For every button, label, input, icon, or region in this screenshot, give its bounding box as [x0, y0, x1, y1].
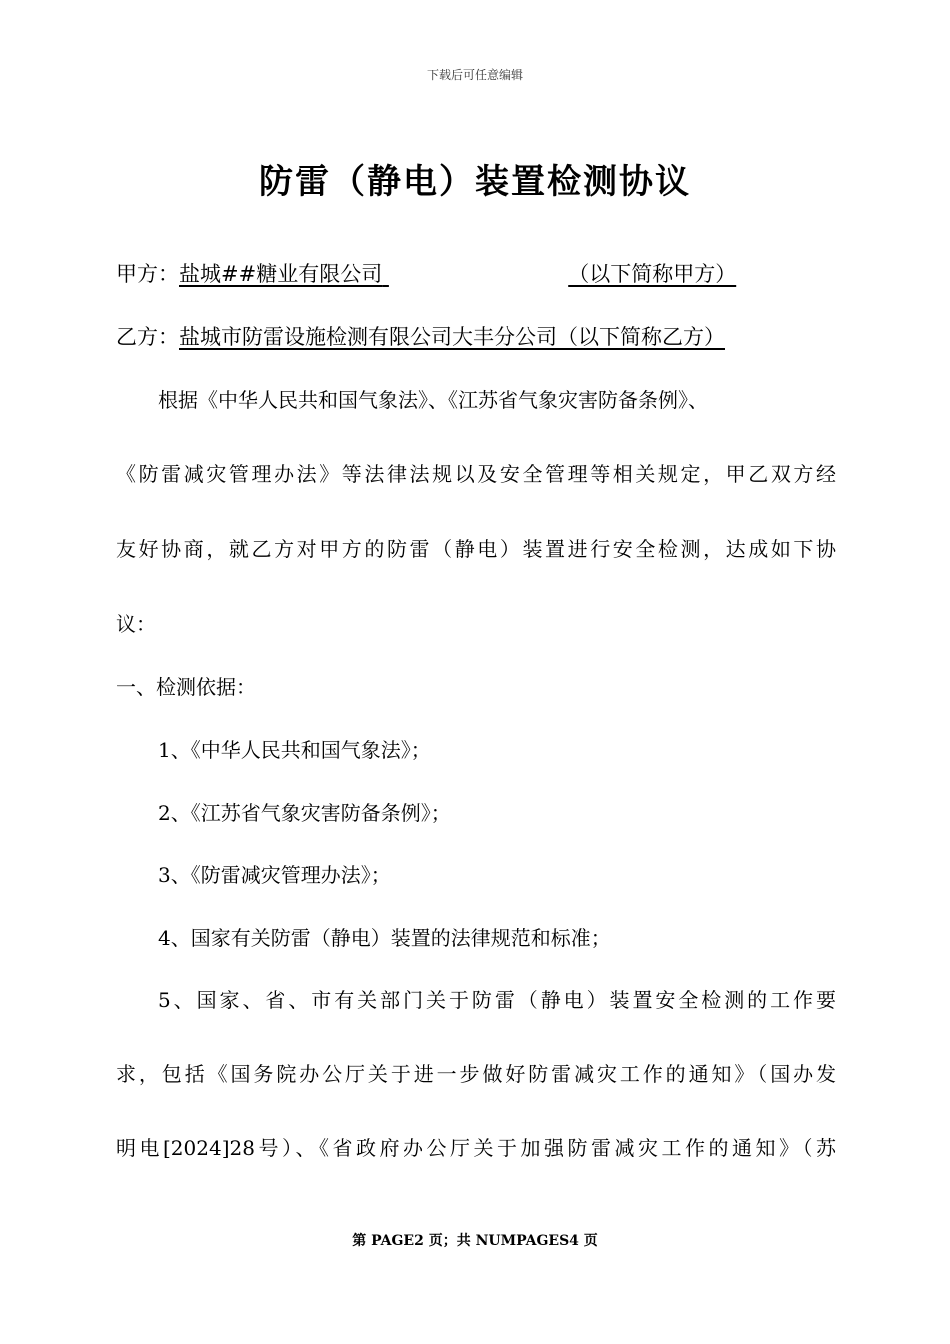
header-note: 下载后可任意编辑 [426, 68, 523, 82]
party-a-suffix: （以下简称甲方） [568, 262, 737, 286]
party-b-name: 盐城市防雷设施检测有限公司大丰分公司 [179, 325, 557, 349]
party-b-suffix: （以下简称乙方） [557, 325, 725, 349]
intro-line: 根据《中华人民共和国气象法》、《江苏省气象灾害防备条例》、 [158, 388, 708, 412]
party-b-line [116, 321, 725, 351]
basis-item: 3、《防雷减灾管理办法》； [158, 863, 391, 887]
intro-line: 议： [116, 612, 156, 636]
party-a-name: 盐城##糖业有限公司 [179, 262, 383, 286]
page-footer: 第 PAGE2 页；共 NUMPAGES4 页 [352, 1233, 598, 1249]
intro-line: 友好协商，就乙方对甲方的防雷（静电）装置进行安全检测，达成如下协 [116, 537, 836, 561]
party-b-label: 乙方： [116, 325, 179, 349]
party-a-label: 甲方： [116, 262, 179, 286]
basis-item: 4、国家有关防雷（静电）装置的法律规范和标准； [158, 926, 611, 950]
basis-item: 5、国家、省、市有关部门关于防雷（静电）装置安全检测的工作要 [158, 988, 836, 1012]
basis-item-continuation: 求，包括《国务院办公厅关于进一步做好防雷减灾工作的通知》（国办发 [116, 1062, 836, 1086]
intro-line: 《防雷减灾管理办法》等法律法规以及安全管理等相关规定，甲乙双方经 [116, 462, 836, 486]
section-heading: 一、检测依据： [116, 675, 256, 699]
basis-item: 2、《江苏省气象灾害防备条例》； [158, 801, 451, 825]
basis-item: 1、《中华人民共和国气象法》； [158, 738, 431, 762]
party-a-blank [382, 262, 568, 286]
document-title: 防雷（静电）装置检测协议 [259, 162, 691, 202]
party-a-line [116, 258, 736, 288]
basis-item-continuation: 明电[2024]28号）、《省政府办公厅关于加强防雷减灾工作的通知》（苏 [116, 1136, 836, 1160]
